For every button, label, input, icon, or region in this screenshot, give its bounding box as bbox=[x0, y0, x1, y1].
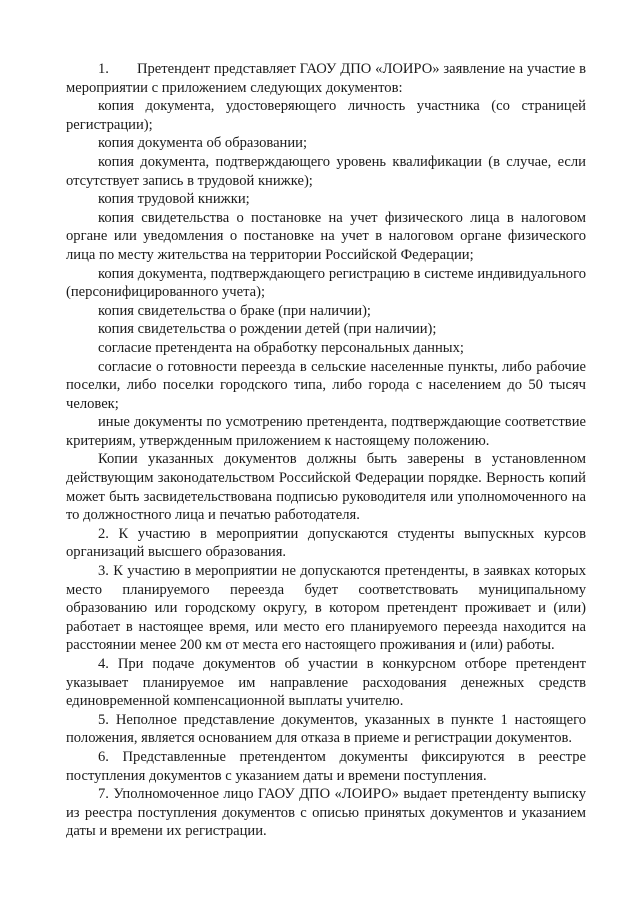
list-item-data-consent: согласие претендента на обработку персональных данных; bbox=[98, 339, 464, 356]
list-item-relocation-consent: согласие о готовности переезда в сельские населенные пункты, либо рабочие поселки, либо поселки городского типа, либо города с населением до 50 тысяч человек; bbox=[66, 358, 586, 412]
paragraph-number: 1. bbox=[98, 61, 109, 77]
list-item-birth-certificates: копия свидетельства о рождении детей (при наличии); bbox=[98, 321, 437, 338]
list-item-marriage-certificate: копия свидетельства о браке (при наличии); bbox=[98, 302, 371, 319]
paragraph-6: 6. Представленные претендентом документы фиксируются в реестре поступления документов с указанием даты и времени поступления. bbox=[66, 748, 586, 784]
list-item-identity-document: копия документа, удостоверяющего личность участника (со страницей регистрации); bbox=[66, 98, 586, 133]
paragraph-4: 4. При подаче документов об участии в конкурсном отборе претендент указывает планируемое им направление расходования денежных средств единовременной компенсационной выплаты учителю. bbox=[66, 656, 586, 710]
paragraph-copies-certification: Копии указанных документов должны быть заверены в установленном действующим законодательством Российской Федерации порядке. Верность копий может быть засвидетельствована подписью руководителя или уполномоченного на то должностного лица и печатью работодателя. bbox=[66, 451, 586, 524]
list-item-education-document: копия документа об образовании; bbox=[98, 135, 308, 152]
paragraph-3: 3. К участию в мероприятии не допускаются претенденты, в заявках которых место планируемого переезда будет соответствовать муниципальному образованию или городскому округу, в котором претендент проживает и (или) работает в настоящее время, или место его планируемого переезда находится на расстоянии менее 200 км от места его настоящего проживания и (или) работы. bbox=[66, 563, 586, 654]
list-item-personal-accounting: копия документа, подтверждающего регистрацию в системе индивидуального (персонифицированного учета); bbox=[66, 265, 586, 301]
paragraph-5: 5. Неполное представление документов, указанных в пункте 1 настоящего положения, является основанием для отказа в приеме и регистрации документов. bbox=[66, 711, 586, 747]
document-page bbox=[66, 60, 586, 841]
paragraph-1 bbox=[66, 60, 586, 97]
paragraph-7: 7. Уполномоченное лицо ГАОУ ДПО «ЛОИРО» выдает претенденту выписку из реестра поступления документов с описью принятых документов и указанием даты и времени их регистрации. bbox=[66, 786, 586, 840]
list-item-work-book: копия трудовой книжки; bbox=[98, 191, 250, 208]
list-item-tax-registration: копия свидетельства о постановке на учет физического лица в налоговом органе или уведомления о постановке на учет в налоговом органе физического лица по месту жительства на территории Российской Федерации; bbox=[66, 209, 586, 263]
list-item-qualification-document: копия документа, подтверждающего уровень квалификации (в случае, если отсутствует запись в трудовой книжке); bbox=[66, 153, 586, 189]
paragraph-text: Претендент представляет ГАОУ ДПО «ЛОИРО» заявление на участие в мероприятии с приложением следующих документов: bbox=[66, 61, 586, 96]
paragraph-2: 2. К участию в мероприятии допускаются студенты выпускных курсов организаций высшего образования. bbox=[66, 525, 586, 561]
list-item-other-documents: иные документы по усмотрению претендента, подтверждающие соответствие критериям, утвержденным приложением к настоящему положению. bbox=[66, 414, 586, 449]
